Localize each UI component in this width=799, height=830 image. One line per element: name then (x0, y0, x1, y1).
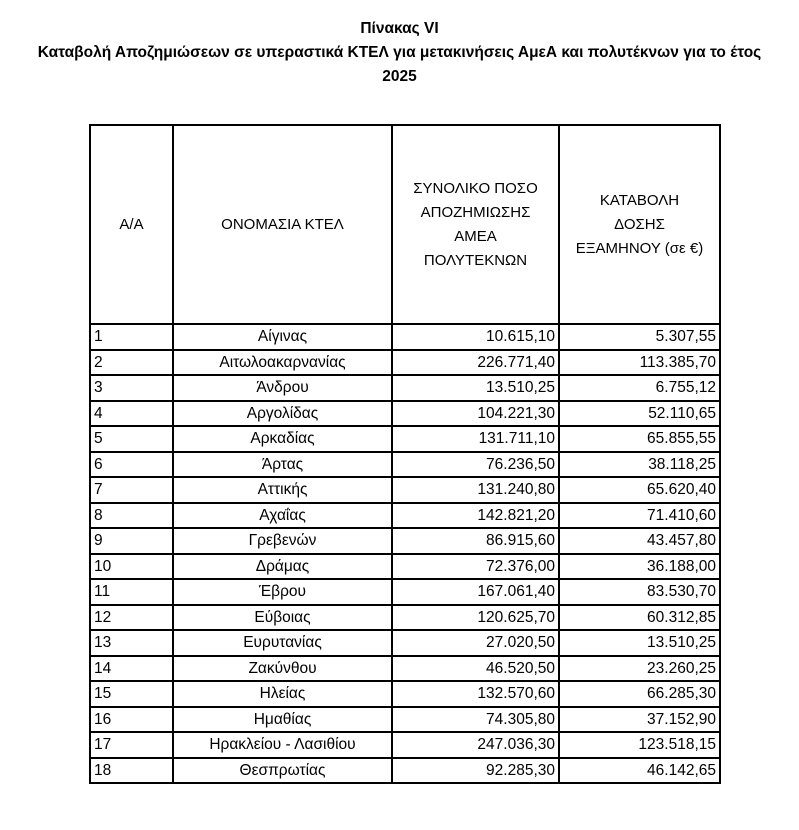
total-amount-cell: 27.020,50 (392, 630, 559, 656)
total-amount-cell: 132.570,60 (392, 681, 559, 707)
total-amount-cell: 92.285,30 (392, 758, 559, 784)
table-row (90, 630, 720, 656)
ktel-name-cell: Αττικής (173, 477, 392, 503)
ktel-name-cell: Αργολίδας (173, 401, 392, 427)
table-row (90, 732, 720, 758)
table-row (90, 503, 720, 529)
ktel-name-cell: Αιτωλοακαρνανίας (173, 350, 392, 376)
row-number-cell: 9 (90, 528, 173, 554)
table-row (90, 452, 720, 478)
total-amount-cell: 120.625,70 (392, 605, 559, 631)
row-number-cell: 4 (90, 401, 173, 427)
total-amount-cell: 167.061,40 (392, 579, 559, 605)
ktel-name-cell: Θεσπρωτίας (173, 758, 392, 784)
payment-amount-cell: 52.110,65 (559, 401, 720, 427)
total-amount-cell: 86.915,60 (392, 528, 559, 554)
document-title (0, 17, 799, 89)
payment-amount-cell: 123.518,15 (559, 732, 720, 758)
payment-amount-cell: 46.142,65 (559, 758, 720, 784)
row-number-cell: 7 (90, 477, 173, 503)
row-number-cell: 11 (90, 579, 173, 605)
payment-amount-cell: 23.260,25 (559, 656, 720, 682)
row-number-cell: 6 (90, 452, 173, 478)
ktel-name-cell: Αίγινας (173, 324, 392, 350)
table-row (90, 324, 720, 350)
payment-amount-cell: 113.385,70 (559, 350, 720, 376)
payment-amount-cell: 38.118,25 (559, 452, 720, 478)
row-number-cell: 18 (90, 758, 173, 784)
ktel-name-cell: Ηλείας (173, 681, 392, 707)
header-total-compensation: ΣΥΝΟΛΙΚΟ ΠΟΣΟ ΑΠΟΖΗΜΙΩΣΗΣ ΑΜΕΑ ΠΟΛΥΤΕΚΝΩΝ (392, 125, 559, 324)
table-row (90, 477, 720, 503)
ktel-name-cell: Γρεβενών (173, 528, 392, 554)
table-number-title: Πίνακας VI (360, 20, 439, 37)
row-number-cell: 10 (90, 554, 173, 580)
total-amount-cell: 142.821,20 (392, 503, 559, 529)
header-aa: Α/Α (90, 125, 173, 324)
row-number-cell: 3 (90, 375, 173, 401)
payment-amount-cell: 36.188,00 (559, 554, 720, 580)
ktel-name-cell: Άρτας (173, 452, 392, 478)
payment-amount-cell: 71.410,60 (559, 503, 720, 529)
header-semester-payment: ΚΑΤΑΒΟΛΗ ΔΟΣΗΣ ΕΞΑΜΗΝΟΥ (σε €) (559, 125, 720, 324)
row-number-cell: 12 (90, 605, 173, 631)
ktel-name-cell: Εύβοιας (173, 605, 392, 631)
payment-amount-cell: 65.620,40 (559, 477, 720, 503)
total-amount-cell: 10.615,10 (392, 324, 559, 350)
ktel-name-cell: Αχαΐας (173, 503, 392, 529)
row-number-cell: 14 (90, 656, 173, 682)
row-number-cell: 15 (90, 681, 173, 707)
table-row (90, 656, 720, 682)
table-row (90, 758, 720, 784)
payment-amount-cell: 37.152,90 (559, 707, 720, 733)
row-number-cell: 2 (90, 350, 173, 376)
header-ktel-name: ΟΝΟΜΑΣΙΑ ΚΤΕΛ (173, 125, 392, 324)
ktel-name-cell: Ζακύνθου (173, 656, 392, 682)
table-body (90, 324, 720, 783)
total-amount-cell: 104.221,30 (392, 401, 559, 427)
row-number-cell: 1 (90, 324, 173, 350)
payment-amount-cell: 66.285,30 (559, 681, 720, 707)
payment-amount-cell: 6.755,12 (559, 375, 720, 401)
payment-amount-cell: 43.457,80 (559, 528, 720, 554)
ktel-name-cell: Άνδρου (173, 375, 392, 401)
total-amount-cell: 247.036,30 (392, 732, 559, 758)
table-row (90, 605, 720, 631)
table-row (90, 579, 720, 605)
total-amount-cell: 74.305,80 (392, 707, 559, 733)
total-amount-cell: 76.236,50 (392, 452, 559, 478)
table-row (90, 681, 720, 707)
ktel-name-cell: Ημαθίας (173, 707, 392, 733)
row-number-cell: 16 (90, 707, 173, 733)
payment-amount-cell: 83.530,70 (559, 579, 720, 605)
ktel-name-cell: Αρκαδίας (173, 426, 392, 452)
row-number-cell: 5 (90, 426, 173, 452)
table-row (90, 375, 720, 401)
total-amount-cell: 131.240,80 (392, 477, 559, 503)
payment-amount-cell: 5.307,55 (559, 324, 720, 350)
total-amount-cell: 46.520,50 (392, 656, 559, 682)
compensation-table (89, 124, 721, 784)
total-amount-cell: 226.771,40 (392, 350, 559, 376)
ktel-name-cell: Δράμας (173, 554, 392, 580)
table-row (90, 528, 720, 554)
ktel-name-cell: Ευρυτανίας (173, 630, 392, 656)
table-row (90, 350, 720, 376)
table-row (90, 401, 720, 427)
ktel-name-cell: Έβρου (173, 579, 392, 605)
table-caption: Καταβολή Αποζημιώσεων σε υπεραστικά ΚΤΕΛ για μετακινήσεις ΑμεΑ και πολυτέκνων για το έτος (37, 44, 762, 61)
table-row (90, 426, 720, 452)
payment-amount-cell: 65.855,55 (559, 426, 720, 452)
payment-amount-cell: 60.312,85 (559, 605, 720, 631)
row-number-cell: 8 (90, 503, 173, 529)
ktel-name-cell: Ηρακλείου - Λασιθίου (173, 732, 392, 758)
total-amount-cell: 131.711,10 (392, 426, 559, 452)
total-amount-cell: 13.510,25 (392, 375, 559, 401)
table-row (90, 707, 720, 733)
row-number-cell: 17 (90, 732, 173, 758)
header-row (90, 125, 720, 324)
table-caption-year: 2025 (382, 68, 417, 85)
row-number-cell: 13 (90, 630, 173, 656)
table-row (90, 554, 720, 580)
total-amount-cell: 72.376,00 (392, 554, 559, 580)
payment-amount-cell: 13.510,25 (559, 630, 720, 656)
